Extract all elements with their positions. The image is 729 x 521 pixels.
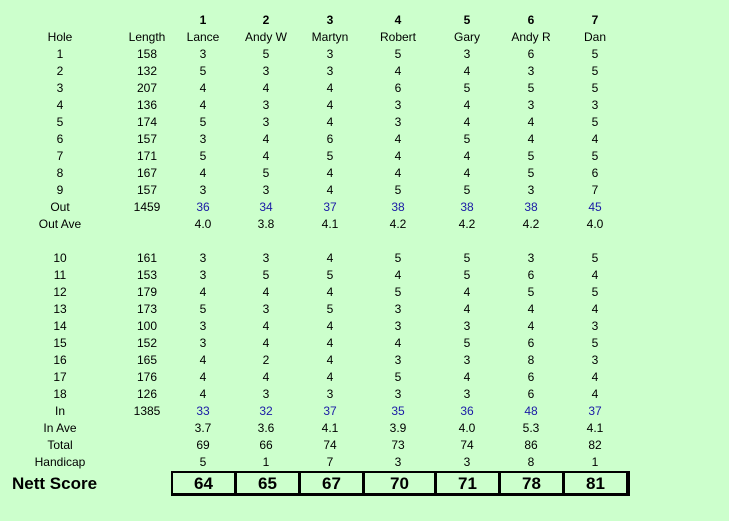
total-score: 74 <box>460 438 474 452</box>
in-score: 32 <box>259 404 273 418</box>
hole-score: 4 <box>326 336 334 350</box>
hole-score: 5 <box>527 149 535 163</box>
in-ave-score: 3.7 <box>194 421 212 435</box>
hole-score: 3 <box>527 251 535 265</box>
hole-score: 4 <box>199 353 207 367</box>
hole-score: 3 <box>199 183 207 197</box>
hole-score: 5 <box>394 183 402 197</box>
hole-score: 5 <box>527 166 535 180</box>
nett-score: 67 <box>300 472 364 494</box>
hole-score: 4 <box>591 370 599 384</box>
hole-score: 4 <box>394 132 402 146</box>
in-score: 35 <box>391 404 405 418</box>
player-number: 6 <box>527 13 535 27</box>
hole-length: 176 <box>136 370 158 384</box>
in-row <box>0 403 729 420</box>
hole-score: 3 <box>326 47 334 61</box>
in-score: 48 <box>524 404 538 418</box>
in-score: 36 <box>460 404 474 418</box>
hole-score: 6 <box>527 47 535 61</box>
hole-score: 4 <box>326 370 334 384</box>
hole-row <box>0 369 729 386</box>
in-ave-score: 4.1 <box>586 421 604 435</box>
hole-score: 5 <box>591 64 599 78</box>
hole-number: 10 <box>53 251 67 265</box>
hole-score: 5 <box>199 115 207 129</box>
hole-length: 100 <box>136 319 158 333</box>
hole-score: 5 <box>262 268 270 282</box>
hole-score: 4 <box>199 285 207 299</box>
hole-score: 4 <box>326 353 334 367</box>
total-score: 86 <box>524 438 538 452</box>
length-header: Length <box>128 30 166 44</box>
hole-score: 5 <box>591 285 599 299</box>
out-ave-score: 3.8 <box>257 217 275 231</box>
total-score: 66 <box>259 438 273 452</box>
hole-score: 3 <box>394 353 402 367</box>
out-score: 34 <box>259 200 273 214</box>
hole-score: 4 <box>326 166 334 180</box>
hole-score: 4 <box>591 132 599 146</box>
out-row <box>0 199 729 216</box>
total-score: 73 <box>391 438 405 452</box>
hole-row <box>0 165 729 182</box>
nett-score: 78 <box>500 472 564 494</box>
player-name: Gary <box>453 30 480 44</box>
handicap-value: 1 <box>591 455 599 469</box>
hole-score: 4 <box>199 166 207 180</box>
player-number: 5 <box>463 13 471 27</box>
in-ave-row <box>0 420 729 437</box>
hole-length: 157 <box>136 132 158 146</box>
nett-score-label: Nett Score <box>12 474 98 493</box>
out-score: 38 <box>460 200 474 214</box>
total-label: Total <box>47 438 73 452</box>
handicap-value: 3 <box>463 455 471 469</box>
hole-score: 4 <box>463 302 471 316</box>
hole-score: 3 <box>262 183 270 197</box>
hole-number: 16 <box>53 353 67 367</box>
hole-number: 1 <box>56 47 64 61</box>
hole-score: 3 <box>463 387 471 401</box>
player-name: Andy R <box>511 30 551 44</box>
player-number: 2 <box>262 13 270 27</box>
hole-score: 5 <box>463 81 471 95</box>
total-row <box>0 437 729 454</box>
hole-score: 5 <box>463 251 471 265</box>
hole-score: 7 <box>591 183 599 197</box>
hole-score: 4 <box>199 81 207 95</box>
nett-score: 64 <box>172 472 236 494</box>
hole-row <box>0 80 729 97</box>
hole-score: 5 <box>591 115 599 129</box>
hole-score: 3 <box>199 251 207 265</box>
hole-score: 4 <box>262 132 270 146</box>
player-name: Dan <box>583 30 606 44</box>
handicap-value: 5 <box>199 455 207 469</box>
hole-number: 14 <box>53 319 67 333</box>
hole-score: 4 <box>527 132 535 146</box>
hole-header: Hole <box>47 30 73 44</box>
hole-row <box>0 335 729 352</box>
header-row <box>0 29 729 46</box>
hole-score: 5 <box>591 149 599 163</box>
out-score: 36 <box>196 200 210 214</box>
hole-score: 4 <box>326 251 334 265</box>
handicap-value: 7 <box>326 455 334 469</box>
hole-score: 4 <box>199 98 207 112</box>
total-score: 82 <box>588 438 602 452</box>
in-ave-score: 5.3 <box>522 421 540 435</box>
hole-score: 4 <box>199 370 207 384</box>
in-score: 37 <box>323 404 337 418</box>
hole-length: 167 <box>136 166 158 180</box>
hole-score: 4 <box>262 336 270 350</box>
player-name: Martyn <box>311 30 349 44</box>
hole-row <box>0 284 729 301</box>
hole-score: 4 <box>463 64 471 78</box>
handicap-label: Handicap <box>34 455 86 469</box>
hole-row <box>0 267 729 284</box>
hole-length: 132 <box>136 64 158 78</box>
out-score: 38 <box>524 200 538 214</box>
hole-row <box>0 352 729 369</box>
hole-length: 174 <box>136 115 158 129</box>
hole-score: 4 <box>262 285 270 299</box>
player-number-row <box>0 12 729 29</box>
hole-score: 3 <box>394 319 402 333</box>
hole-score: 6 <box>394 81 402 95</box>
hole-score: 5 <box>591 81 599 95</box>
hole-score: 5 <box>591 251 599 265</box>
hole-score: 3 <box>463 353 471 367</box>
hole-score: 3 <box>527 64 535 78</box>
hole-number: 17 <box>53 370 67 384</box>
hole-score: 4 <box>326 285 334 299</box>
hole-score: 4 <box>527 319 535 333</box>
hole-score: 4 <box>527 302 535 316</box>
hole-score: 6 <box>527 336 535 350</box>
out-length: 1459 <box>133 200 161 214</box>
hole-length: 126 <box>136 387 158 401</box>
hole-score: 5 <box>394 47 402 61</box>
hole-score: 3 <box>262 64 270 78</box>
in-ave-score: 4.1 <box>321 421 339 435</box>
hole-score: 4 <box>394 149 402 163</box>
hole-number: 4 <box>56 98 64 112</box>
player-name: Lance <box>186 30 220 44</box>
hole-score: 2 <box>262 353 270 367</box>
in-score: 37 <box>588 404 602 418</box>
hole-row <box>0 63 729 80</box>
in-ave-score: 3.9 <box>389 421 407 435</box>
hole-score: 5 <box>463 132 471 146</box>
hole-score: 6 <box>326 132 334 146</box>
hole-score: 3 <box>262 98 270 112</box>
hole-row <box>0 97 729 114</box>
hole-score: 5 <box>262 47 270 61</box>
hole-score: 3 <box>591 98 599 112</box>
hole-score: 6 <box>527 387 535 401</box>
hole-score: 4 <box>326 98 334 112</box>
hole-score: 8 <box>527 353 535 367</box>
out-ave-label: Out Ave <box>38 217 82 231</box>
out-score: 37 <box>323 200 337 214</box>
hole-row <box>0 301 729 318</box>
hole-length: 171 <box>136 149 158 163</box>
hole-score: 3 <box>527 183 535 197</box>
hole-row <box>0 114 729 131</box>
hole-length: 158 <box>136 47 158 61</box>
hole-score: 5 <box>527 81 535 95</box>
nett-score: 70 <box>364 472 436 494</box>
hole-score: 5 <box>394 251 402 265</box>
hole-score: 5 <box>591 47 599 61</box>
hole-score: 4 <box>463 166 471 180</box>
hole-score: 3 <box>394 302 402 316</box>
hole-score: 3 <box>199 319 207 333</box>
hole-score: 4 <box>591 268 599 282</box>
hole-score: 6 <box>527 370 535 384</box>
player-name: Robert <box>379 30 417 44</box>
nett-score: 65 <box>236 472 300 494</box>
hole-number: 15 <box>53 336 67 350</box>
hole-row <box>0 131 729 148</box>
hole-row <box>0 148 729 165</box>
hole-score: 6 <box>591 166 599 180</box>
hole-length: 153 <box>136 268 158 282</box>
out-ave-score: 4.0 <box>194 217 212 231</box>
hole-score: 4 <box>262 370 270 384</box>
hole-score: 5 <box>527 285 535 299</box>
hole-score: 3 <box>394 387 402 401</box>
in-ave-score: 4.0 <box>458 421 476 435</box>
hole-score: 5 <box>394 285 402 299</box>
hole-score: 4 <box>326 183 334 197</box>
nett-score: 81 <box>564 472 628 494</box>
hole-score: 5 <box>326 268 334 282</box>
hole-score: 5 <box>463 268 471 282</box>
out-score: 45 <box>588 200 602 214</box>
hole-score: 3 <box>463 319 471 333</box>
out-ave-row <box>0 216 729 233</box>
in-length: 1385 <box>133 404 161 418</box>
hole-length: 207 <box>136 81 158 95</box>
in-score: 33 <box>196 404 210 418</box>
in-label: In <box>54 404 65 418</box>
hole-score: 3 <box>199 132 207 146</box>
hole-row <box>0 182 729 199</box>
hole-score: 4 <box>394 268 402 282</box>
hole-score: 3 <box>527 98 535 112</box>
hole-score: 3 <box>199 336 207 350</box>
total-score: 69 <box>196 438 210 452</box>
hole-length: 165 <box>136 353 158 367</box>
hole-score: 5 <box>326 149 334 163</box>
out-label: Out <box>50 200 70 214</box>
hole-score: 3 <box>199 47 207 61</box>
hole-score: 5 <box>199 64 207 78</box>
hole-score: 3 <box>262 302 270 316</box>
hole-score: 5 <box>199 302 207 316</box>
hole-number: 7 <box>56 149 64 163</box>
hole-number: 9 <box>56 183 64 197</box>
hole-score: 3 <box>394 98 402 112</box>
player-number: 1 <box>199 13 207 27</box>
hole-score: 3 <box>262 387 270 401</box>
hole-number: 2 <box>56 64 64 78</box>
handicap-row <box>0 454 729 471</box>
hole-length: 136 <box>136 98 158 112</box>
hole-length: 173 <box>136 302 158 316</box>
hole-score: 4 <box>326 115 334 129</box>
in-ave-score: 3.6 <box>257 421 275 435</box>
out-ave-score: 4.2 <box>522 217 540 231</box>
hole-score: 3 <box>262 115 270 129</box>
hole-score: 4 <box>591 302 599 316</box>
hole-score: 5 <box>326 302 334 316</box>
out-ave-score: 4.1 <box>321 217 339 231</box>
hole-length: 152 <box>136 336 158 350</box>
hole-score: 5 <box>591 336 599 350</box>
hole-score: 4 <box>326 319 334 333</box>
hole-number: 3 <box>56 81 64 95</box>
hole-length: 157 <box>136 183 158 197</box>
hole-row <box>0 386 729 403</box>
in-ave-label: In Ave <box>43 421 77 435</box>
hole-score: 4 <box>326 81 334 95</box>
hole-number: 8 <box>56 166 64 180</box>
hole-score: 4 <box>591 387 599 401</box>
hole-row <box>0 318 729 335</box>
hole-score: 4 <box>199 387 207 401</box>
hole-score: 4 <box>463 370 471 384</box>
hole-number: 12 <box>53 285 67 299</box>
player-name: Andy W <box>244 30 287 44</box>
hole-number: 6 <box>56 132 64 146</box>
hole-score: 3 <box>326 387 334 401</box>
out-ave-score: 4.0 <box>586 217 604 231</box>
hole-row <box>0 250 729 267</box>
hole-score: 3 <box>199 268 207 282</box>
hole-length: 179 <box>136 285 158 299</box>
hole-number: 18 <box>53 387 67 401</box>
hole-score: 5 <box>199 149 207 163</box>
hole-row <box>0 46 729 63</box>
hole-score: 3 <box>463 47 471 61</box>
hole-score: 4 <box>527 115 535 129</box>
handicap-value: 3 <box>394 455 402 469</box>
player-number: 4 <box>394 13 402 27</box>
hole-score: 3 <box>591 353 599 367</box>
player-number: 3 <box>326 13 334 27</box>
hole-score: 6 <box>527 268 535 282</box>
hole-score: 3 <box>326 64 334 78</box>
hole-number: 13 <box>53 302 67 316</box>
hole-number: 5 <box>56 115 64 129</box>
total-score: 74 <box>323 438 337 452</box>
hole-score: 3 <box>591 319 599 333</box>
hole-score: 4 <box>394 64 402 78</box>
out-ave-score: 4.2 <box>389 217 407 231</box>
hole-score: 4 <box>262 319 270 333</box>
out-score: 38 <box>391 200 405 214</box>
hole-score: 4 <box>262 149 270 163</box>
hole-score: 4 <box>463 98 471 112</box>
nett-score: 71 <box>436 472 500 494</box>
player-number: 7 <box>591 13 599 27</box>
hole-score: 4 <box>262 81 270 95</box>
out-ave-score: 4.2 <box>458 217 476 231</box>
hole-score: 4 <box>394 166 402 180</box>
hole-number: 11 <box>53 268 67 282</box>
hole-length: 161 <box>136 251 158 265</box>
handicap-value: 8 <box>527 455 535 469</box>
hole-score: 5 <box>463 336 471 350</box>
hole-score: 3 <box>262 251 270 265</box>
hole-score: 4 <box>463 149 471 163</box>
hole-score: 4 <box>463 285 471 299</box>
hole-score: 3 <box>394 115 402 129</box>
hole-score: 4 <box>394 336 402 350</box>
hole-score: 5 <box>463 183 471 197</box>
hole-score: 5 <box>262 166 270 180</box>
handicap-value: 1 <box>262 455 270 469</box>
hole-score: 5 <box>394 370 402 384</box>
hole-score: 4 <box>463 115 471 129</box>
